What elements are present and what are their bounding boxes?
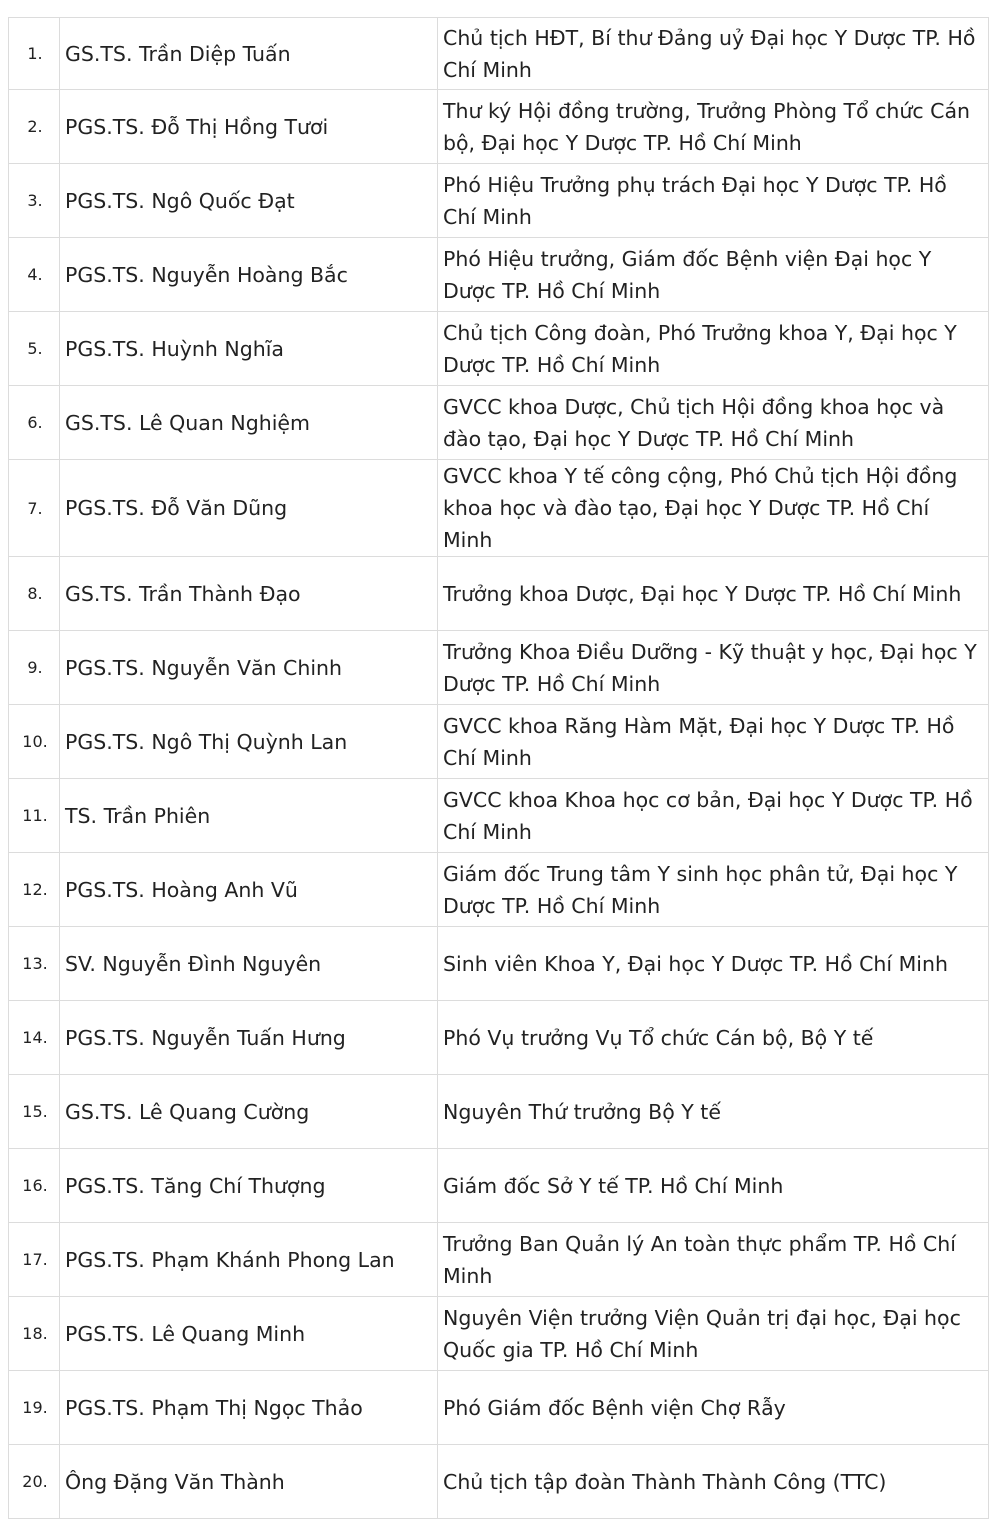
row-number: 17.	[9, 1223, 60, 1297]
table-row	[9, 386, 989, 460]
member-name: SV. Nguyễn Đình Nguyên	[60, 927, 438, 1001]
member-table	[8, 17, 989, 1519]
member-role: Phó Hiệu trưởng, Giám đốc Bệnh viện Đại học Y Dược TP. Hồ Chí Minh	[438, 238, 989, 312]
table-row	[9, 1297, 989, 1371]
row-number: 4.	[9, 238, 60, 312]
member-name: PGS.TS. Đỗ Thị Hồng Tươi	[60, 90, 438, 164]
table-row	[9, 1223, 989, 1297]
row-number: 7.	[9, 460, 60, 557]
table-row	[9, 238, 989, 312]
row-number: 15.	[9, 1075, 60, 1149]
member-role: Trưởng Ban Quản lý An toàn thực phẩm TP. Hồ Chí Minh	[438, 1223, 989, 1297]
member-name: GS.TS. Trần Thành Đạo	[60, 557, 438, 631]
member-name: GS.TS. Lê Quan Nghiệm	[60, 386, 438, 460]
table-row	[9, 853, 989, 927]
member-name: GS.TS. Lê Quang Cường	[60, 1075, 438, 1149]
member-role: Thư ký Hội đồng trường, Trưởng Phòng Tổ chức Cán bộ, Đại học Y Dược TP. Hồ Chí Minh	[438, 90, 989, 164]
member-name: PGS.TS. Tăng Chí Thượng	[60, 1149, 438, 1223]
member-name: PGS.TS. Ngô Quốc Đạt	[60, 164, 438, 238]
member-role: Giám đốc Trung tâm Y sinh học phân tử, Đại học Y Dược TP. Hồ Chí Minh	[438, 853, 989, 927]
member-role: Trưởng khoa Dược, Đại học Y Dược TP. Hồ Chí Minh	[438, 557, 989, 631]
member-name: PGS.TS. Nguyễn Tuấn Hưng	[60, 1001, 438, 1075]
member-name: PGS.TS. Đỗ Văn Dũng	[60, 460, 438, 557]
member-name: PGS.TS. Ngô Thị Quỳnh Lan	[60, 705, 438, 779]
member-role: Chủ tịch tập đoàn Thành Thành Công (TTC)	[438, 1445, 989, 1519]
member-name: PGS.TS. Lê Quang Minh	[60, 1297, 438, 1371]
member-role: Phó Hiệu Trưởng phụ trách Đại học Y Dược TP. Hồ Chí Minh	[438, 164, 989, 238]
table-row	[9, 312, 989, 386]
table-row	[9, 1149, 989, 1223]
row-number: 6.	[9, 386, 60, 460]
member-role: Giám đốc Sở Y tế TP. Hồ Chí Minh	[438, 1149, 989, 1223]
table-row	[9, 927, 989, 1001]
member-table-container	[8, 17, 989, 1519]
table-row	[9, 779, 989, 853]
member-role: Sinh viên Khoa Y, Đại học Y Dược TP. Hồ Chí Minh	[438, 927, 989, 1001]
table-row	[9, 90, 989, 164]
row-number: 10.	[9, 705, 60, 779]
row-number: 9.	[9, 631, 60, 705]
member-name: PGS.TS. Phạm Thị Ngọc Thảo	[60, 1371, 438, 1445]
table-row	[9, 1001, 989, 1075]
member-name: Ông Đặng Văn Thành	[60, 1445, 438, 1519]
member-role: GVCC khoa Dược, Chủ tịch Hội đồng khoa học và đào tạo, Đại học Y Dược TP. Hồ Chí Minh	[438, 386, 989, 460]
member-role: GVCC khoa Răng Hàm Mặt, Đại học Y Dược TP. Hồ Chí Minh	[438, 705, 989, 779]
table-row	[9, 164, 989, 238]
member-role: Nguyên Viện trưởng Viện Quản trị đại học, Đại học Quốc gia TP. Hồ Chí Minh	[438, 1297, 989, 1371]
row-number: 11.	[9, 779, 60, 853]
table-row	[9, 1445, 989, 1519]
row-number: 12.	[9, 853, 60, 927]
table-row	[9, 1371, 989, 1445]
row-number: 5.	[9, 312, 60, 386]
table-row	[9, 557, 989, 631]
member-name: PGS.TS. Nguyễn Văn Chinh	[60, 631, 438, 705]
table-row	[9, 1075, 989, 1149]
member-role: Phó Vụ trưởng Vụ Tổ chức Cán bộ, Bộ Y tế	[438, 1001, 989, 1075]
member-role: Phó Giám đốc Bệnh viện Chợ Rẫy	[438, 1371, 989, 1445]
member-role: Nguyên Thứ trưởng Bộ Y tế	[438, 1075, 989, 1149]
member-name: PGS.TS. Huỳnh Nghĩa	[60, 312, 438, 386]
row-number: 19.	[9, 1371, 60, 1445]
member-name: PGS.TS. Phạm Khánh Phong Lan	[60, 1223, 438, 1297]
member-role: Trưởng Khoa Điều Dưỡng - Kỹ thuật y học, Đại học Y Dược TP. Hồ Chí Minh	[438, 631, 989, 705]
table-row	[9, 631, 989, 705]
row-number: 8.	[9, 557, 60, 631]
table-row	[9, 18, 989, 90]
member-role: Chủ tịch HĐT, Bí thư Đảng uỷ Đại học Y Dược TP. Hồ Chí Minh	[438, 18, 989, 90]
table-row	[9, 705, 989, 779]
member-name: GS.TS. Trần Diệp Tuấn	[60, 18, 438, 90]
row-number: 2.	[9, 90, 60, 164]
member-role: Chủ tịch Công đoàn, Phó Trưởng khoa Y, Đại học Y Dược TP. Hồ Chí Minh	[438, 312, 989, 386]
member-name: PGS.TS. Nguyễn Hoàng Bắc	[60, 238, 438, 312]
member-name: TS. Trần Phiên	[60, 779, 438, 853]
member-role: GVCC khoa Khoa học cơ bản, Đại học Y Dược TP. Hồ Chí Minh	[438, 779, 989, 853]
member-table-body	[9, 18, 989, 1519]
row-number: 20.	[9, 1445, 60, 1519]
row-number: 3.	[9, 164, 60, 238]
table-row	[9, 460, 989, 557]
row-number: 14.	[9, 1001, 60, 1075]
row-number: 13.	[9, 927, 60, 1001]
member-role: GVCC khoa Y tế công cộng, Phó Chủ tịch Hội đồng khoa học và đào tạo, Đại học Y Dược TP. Hồ Chí Minh	[438, 460, 989, 557]
member-name: PGS.TS. Hoàng Anh Vũ	[60, 853, 438, 927]
row-number: 18.	[9, 1297, 60, 1371]
row-number: 16.	[9, 1149, 60, 1223]
row-number: 1.	[9, 18, 60, 90]
